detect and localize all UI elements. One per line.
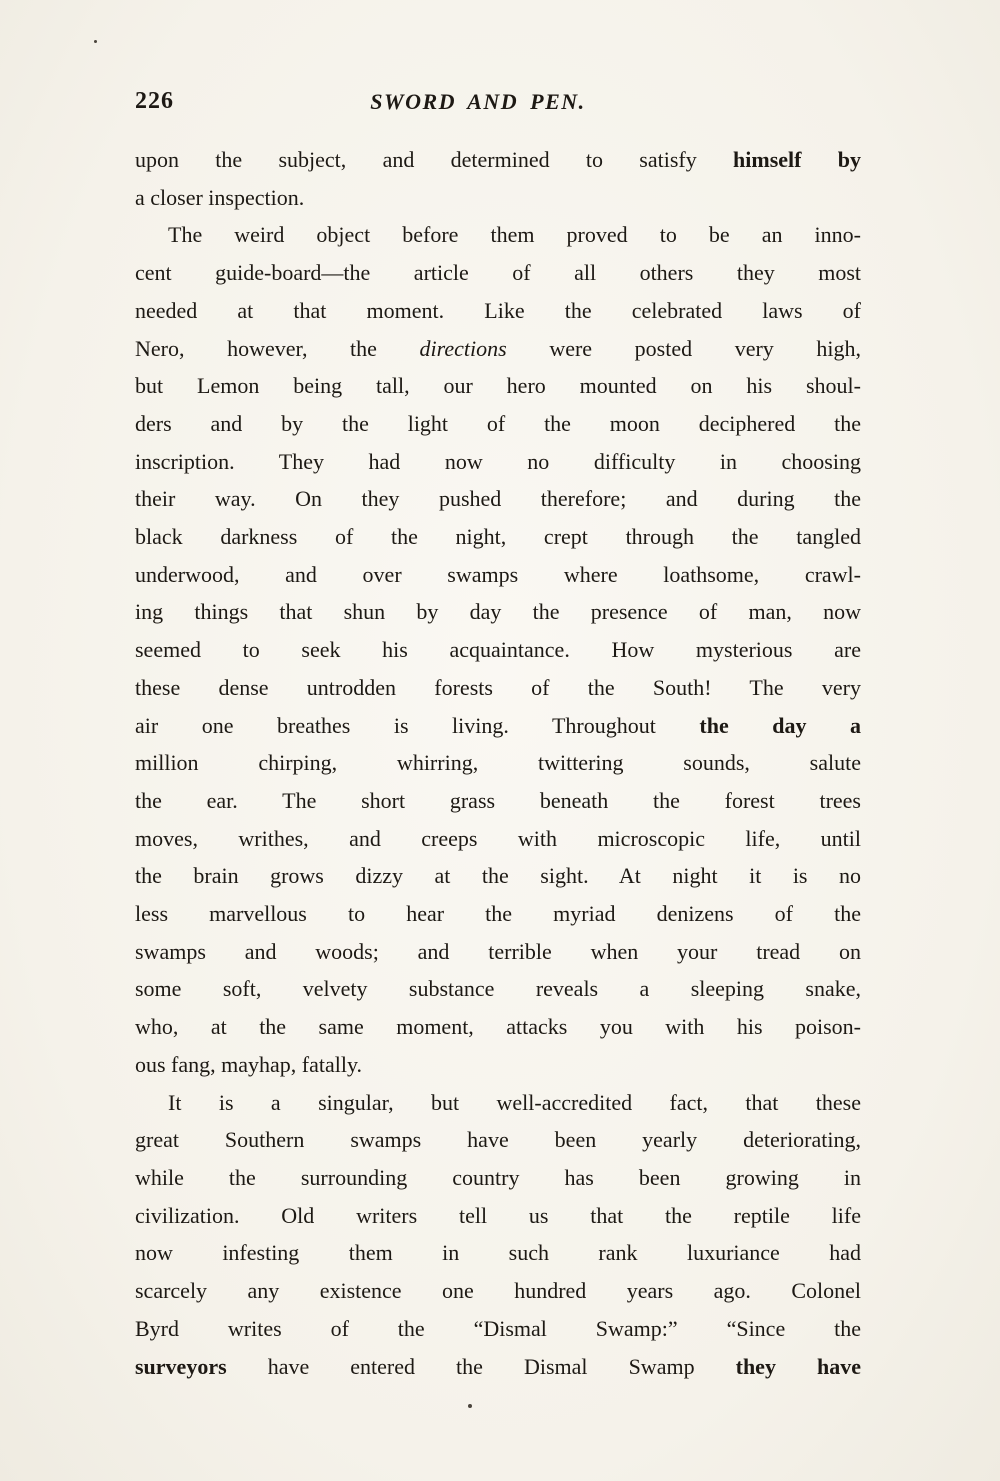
running-title: SWORD AND PEN.	[370, 89, 586, 114]
text-segment: The weird object before them proved to be an inno-	[168, 222, 861, 248]
text-segment: upon the subject, and determined to satisfy	[135, 147, 734, 172]
text-segment: but Lemon being tall, our hero mounted on his shoul-	[135, 373, 861, 399]
text-line	[135, 1348, 861, 1386]
text-segment: himself by	[733, 147, 861, 172]
text-segment: seemed to seek his acquaintance. How mysterious are	[135, 637, 861, 663]
text-line	[135, 669, 861, 707]
text-line	[135, 1234, 861, 1272]
text-line	[135, 292, 861, 330]
text-line	[135, 367, 861, 405]
text-segment: swamps and woods; and terrible when your tread on	[135, 938, 861, 964]
text-segment: the brain grows dizzy at the sight. At night it is no	[135, 863, 861, 889]
text-segment: civilization. Old writers tell us that the reptile life	[135, 1202, 861, 1228]
text-segment: these dense untrodden forests of the South! The very	[135, 674, 861, 700]
text-segment: air one breathes is living. Throughout	[135, 712, 700, 738]
text-segment: while the surrounding country has been growing in	[135, 1164, 861, 1190]
text-segment: directions	[419, 335, 507, 361]
text-line	[135, 1084, 861, 1122]
text-segment: ders and by the light of the moon deciphered the	[135, 410, 861, 436]
text-line	[135, 933, 861, 971]
text-line	[135, 1272, 861, 1310]
text-line	[135, 330, 861, 368]
text-line	[135, 1159, 861, 1197]
text-line	[135, 820, 861, 858]
scan-artifact	[468, 1404, 472, 1408]
text-segment: Byrd writes of the “Dismal Swamp:” “Since the	[135, 1315, 861, 1341]
text-line	[135, 443, 861, 481]
text-segment: some soft, velvety substance reveals a sleeping snake,	[135, 976, 861, 1002]
text-line	[135, 405, 861, 443]
text-line	[135, 707, 861, 745]
page-body	[135, 141, 861, 1385]
text-line	[135, 480, 861, 518]
text-line	[135, 141, 861, 179]
text-segment: Nero, however, the	[135, 335, 420, 361]
text-line	[135, 216, 861, 254]
text-line	[135, 556, 861, 594]
text-segment: cent guide-board—the article of all others they most	[135, 260, 861, 286]
text-segment: great Southern swamps have been yearly deteriorating,	[135, 1127, 861, 1153]
text-segment: they have	[735, 1353, 861, 1379]
text-segment: It is a singular, but well-accredited fact, that these	[168, 1089, 861, 1115]
text-segment: a closer inspection.	[135, 184, 305, 210]
text-segment: needed at that moment. Like the celebrated laws of	[135, 297, 861, 323]
text-segment: ing things that shun by day the presence of man, now	[135, 599, 861, 625]
text-line	[135, 179, 861, 217]
text-segment: scarcely any existence one hundred years ago. Colonel	[135, 1278, 861, 1304]
page-header	[135, 88, 861, 122]
text-line	[135, 1310, 861, 1348]
text-line	[135, 1046, 861, 1084]
text-segment: million chirping, whirring, twittering sounds, salute	[135, 750, 861, 776]
text-segment: moves, writhes, and creeps with microscopic life, until	[135, 825, 861, 851]
text-line	[135, 895, 861, 933]
text-line	[135, 254, 861, 292]
scan-artifact	[94, 40, 97, 43]
text-line	[135, 593, 861, 631]
text-segment: were posted very high,	[506, 335, 862, 361]
text-segment: who, at the same moment, attacks you with his poison-	[135, 1014, 861, 1040]
page-number: 226	[135, 88, 174, 114]
text-segment: the ear. The short grass beneath the forest trees	[135, 787, 861, 813]
text-line	[135, 1197, 861, 1235]
text-line	[135, 970, 861, 1008]
text-segment: surveyors	[135, 1353, 227, 1379]
text-segment: now infesting them in such rank luxuriance had	[135, 1240, 861, 1266]
text-segment: ous fang, mayhap, fatally.	[135, 1051, 363, 1077]
text-line	[135, 1008, 861, 1046]
text-line	[135, 518, 861, 556]
text-segment: less marvellous to hear the myriad denizens of the	[135, 901, 861, 927]
text-segment: black darkness of the night, crept through the tangled	[135, 524, 861, 550]
text-segment: underwood, and over swamps where loathsome, crawl-	[135, 561, 861, 587]
text-line	[135, 631, 861, 669]
text-line	[135, 782, 861, 820]
text-segment: their way. On they pushed therefore; and during the	[135, 486, 861, 512]
text-segment: inscription. They had now no difficulty in choosing	[135, 448, 861, 474]
text-segment: have entered the Dismal Swamp	[226, 1353, 736, 1379]
text-line	[135, 857, 861, 895]
text-segment: the day a	[699, 712, 861, 738]
text-line	[135, 744, 861, 782]
text-line	[135, 1121, 861, 1159]
